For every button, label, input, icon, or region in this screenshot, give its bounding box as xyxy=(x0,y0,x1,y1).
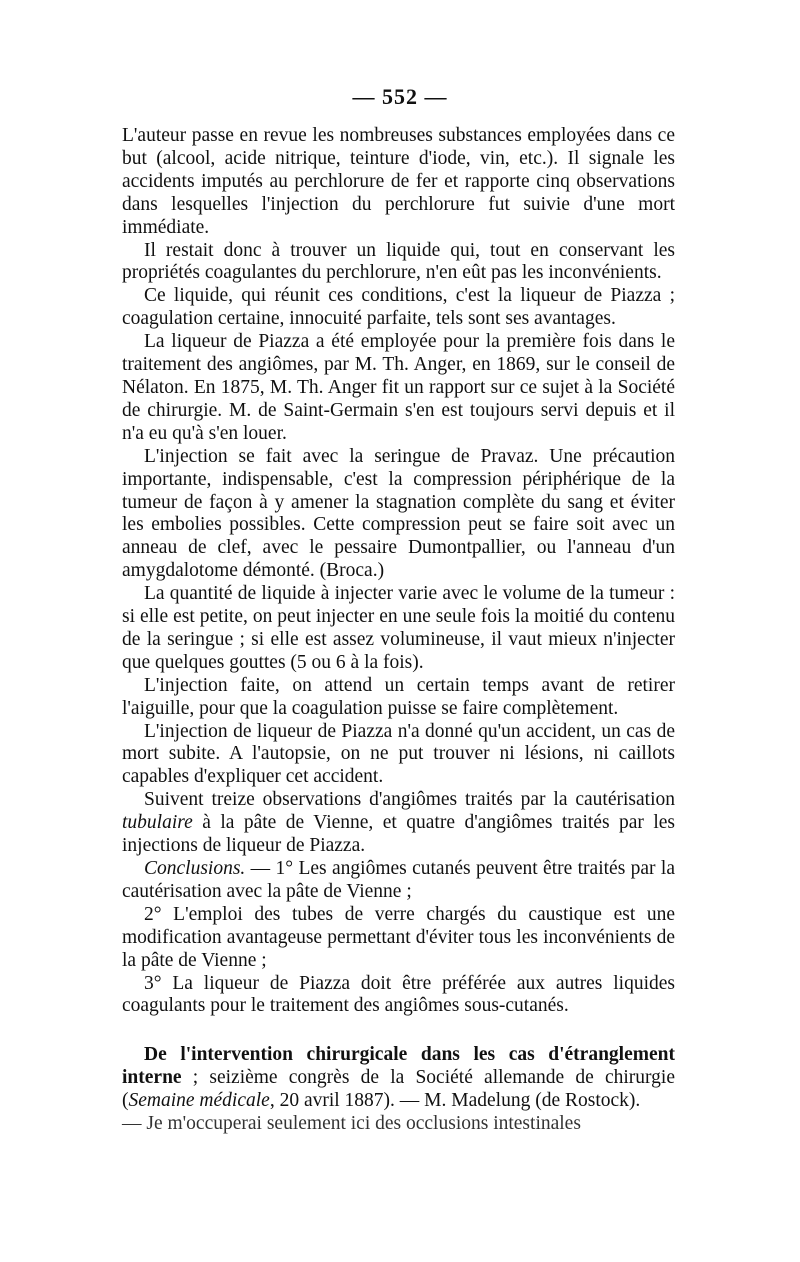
article-entry xyxy=(122,1044,675,1136)
article-journal: Semaine médicale xyxy=(128,1090,270,1112)
article-meta: ; seizième congrès de la Société allemande de chirurgie ( xyxy=(122,1067,675,1112)
conclusion-third: 3° La liqueur de Piazza doit être préférée aux autres liquides coagulants pour le traitement des angiômes sous-cutanés. xyxy=(122,972,675,1017)
observations-text-end: à la pâte de Vienne, et quatre d'angiômes traités par les injections de liqueur de Piazza. xyxy=(122,812,675,857)
observations-text: Suivent treize observations d'angiômes traités par la cautérisation xyxy=(144,789,675,811)
paragraph-conclusions xyxy=(122,858,675,904)
paragraph-injection-technique: L'injection se fait avec la seringue de Pravaz. Une précaution importante, indispensable, c'est la compression périphérique de la tumeur de façon à y amener la stagnation complète du sang et éviter les embolies possibles. Cette compression peut se faire soit avec un anneau de clef, avec le pessaire Dumontpallier, ou l'anneau d'un amygdalotome démonté. (Broca.) xyxy=(122,445,675,582)
article-heading xyxy=(122,1044,675,1113)
observations-italic: tubulaire xyxy=(122,812,193,834)
paragraph-liquide-recherche: Il restait donc à trouver un liquide qui, tout en conservant les propriétés coagulantes du perchlorure, n'en eût pas les inconvénients. xyxy=(122,239,675,284)
paragraph-accident: L'injection de liqueur de Piazza n'a donné qu'un accident, un cas de mort subite. A l'autopsie, on ne put trouver ni lésions, ni caillots capables d'expliquer cet accident. xyxy=(122,720,675,788)
conclusions-label: Conclusions. xyxy=(144,858,246,879)
paragraph-piazza: Ce liquide, qui réunit ces conditions, c'est la liqueur de Piazza ; coagulation certaine, innocuité parfaite, tels sont ses avantages. xyxy=(122,285,675,330)
paragraph-observations xyxy=(122,789,675,858)
paragraph-substances: L'auteur passe en revue les nombreuses substances employées dans ce but (alcool, acide nitrique, teinture d'iode, vin, etc.). Il signale les accidents imputés au perchlorure de fer et rapporte cinq observations dans lesquelles l'injection du perchlorure fut suivie d'une mort immédiate. xyxy=(122,125,675,238)
article-date: , 20 avril 1887). — M. Madelung (de Rostock). xyxy=(269,1090,641,1112)
paragraph-historique: La liqueur de Piazza a été employée pour la première fois dans le traitement des angiômes, par M. Th. Anger, en 1869, sur le conseil de Nélaton. En 1875, M. Th. Anger fit un rapport sur ce sujet à la Société de chirurgie. M. de Saint-Germain s'en est toujours servi depuis et il n'a eu qu'à s'en louer. xyxy=(122,331,675,444)
paragraph-quantite: La quantité de liquide à injecter varie avec le volume de la tumeur : si elle est petite, on peut injecter en une seule fois la moitié du contenu de la seringue ; si elle est assez volumineuse, il vaut mieux n'injecter que quelques gouttes (5 ou 6 à la fois). xyxy=(122,583,675,673)
article-first-line: — Je m'occuperai seulement ici des occlusions intestinales xyxy=(122,1113,581,1135)
page-number: — 552 — xyxy=(352,84,448,109)
conclusion-first: — 1° Les angiômes cutanés peuvent être traités par la cautérisation avec la pâte de Vienne ; xyxy=(122,858,675,902)
paragraph-aiguille: L'injection faite, on attend un certain temps avant de retirer l'aiguille, pour que la coagulation puisse se faire complètement. xyxy=(122,674,675,719)
conclusion-second: 2° L'emploi des tubes de verre chargés du caustique est une modification avantageuse permettant d'éviter tous les inconvénients de la pâte de Vienne ; xyxy=(122,903,675,971)
article-title: De l'intervention chirurgicale dans les cas d'étranglement interne xyxy=(122,1044,675,1089)
body-text xyxy=(122,125,675,1136)
